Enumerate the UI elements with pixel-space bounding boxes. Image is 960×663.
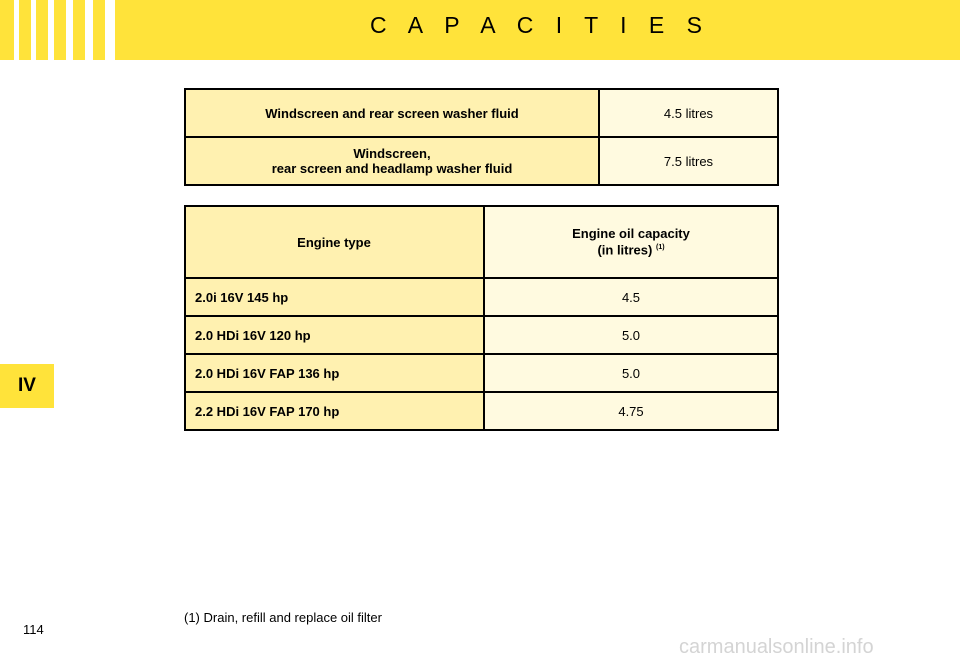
washer-fluid-table	[184, 88, 779, 186]
header-stripe	[48, 0, 54, 60]
table-row	[185, 89, 778, 137]
table-header-row	[185, 206, 778, 278]
header-band	[0, 0, 960, 60]
oil-capacity-cell: 4.75	[484, 392, 778, 430]
engine-type-cell: 2.0 HDi 16V 120 hp	[185, 316, 484, 354]
oil-capacity-cell: 5.0	[484, 354, 778, 392]
table-row	[185, 278, 778, 316]
header-stripe	[85, 0, 93, 60]
oil-capacity-header-line2: (in litres)	[597, 242, 653, 258]
table-row	[185, 316, 778, 354]
watermark: carmanualsonline.info	[679, 636, 874, 658]
engine-type-header: Engine type	[185, 206, 484, 278]
oil-capacity-cell: 5.0	[484, 316, 778, 354]
washer-label: Windscreen and rear screen washer fluid	[185, 89, 599, 137]
header-stripe	[105, 0, 115, 60]
engine-oil-table	[184, 205, 779, 431]
header-stripe	[14, 0, 19, 60]
header-stripe	[31, 0, 36, 60]
engine-type-cell: 2.0 HDi 16V FAP 136 hp	[185, 354, 484, 392]
washer-value: 7.5 litres	[599, 137, 778, 185]
table-row	[185, 392, 778, 430]
engine-type-cell: 2.0i 16V 145 hp	[185, 278, 484, 316]
footnote-marker: (1)	[655, 243, 665, 251]
washer-label-line1: Windscreen,	[353, 146, 431, 161]
washer-label	[185, 137, 599, 185]
header-stripe	[66, 0, 73, 60]
table-row	[185, 354, 778, 392]
oil-capacity-header	[484, 206, 778, 278]
washer-label-line2: rear screen and headlamp washer fluid	[271, 161, 513, 176]
page-number: 114	[23, 622, 44, 637]
page-title: C A P A C I T I E S	[370, 12, 710, 38]
engine-type-cell: 2.2 HDi 16V FAP 170 hp	[185, 392, 484, 430]
washer-value: 4.5 litres	[599, 89, 778, 137]
footnote: (1) Drain, refill and replace oil filter	[184, 610, 382, 625]
chapter-tab[interactable]: IV	[0, 364, 54, 408]
table-row	[185, 137, 778, 185]
oil-capacity-header-line1: Engine oil capacity	[572, 225, 690, 241]
oil-capacity-cell: 4.5	[484, 278, 778, 316]
